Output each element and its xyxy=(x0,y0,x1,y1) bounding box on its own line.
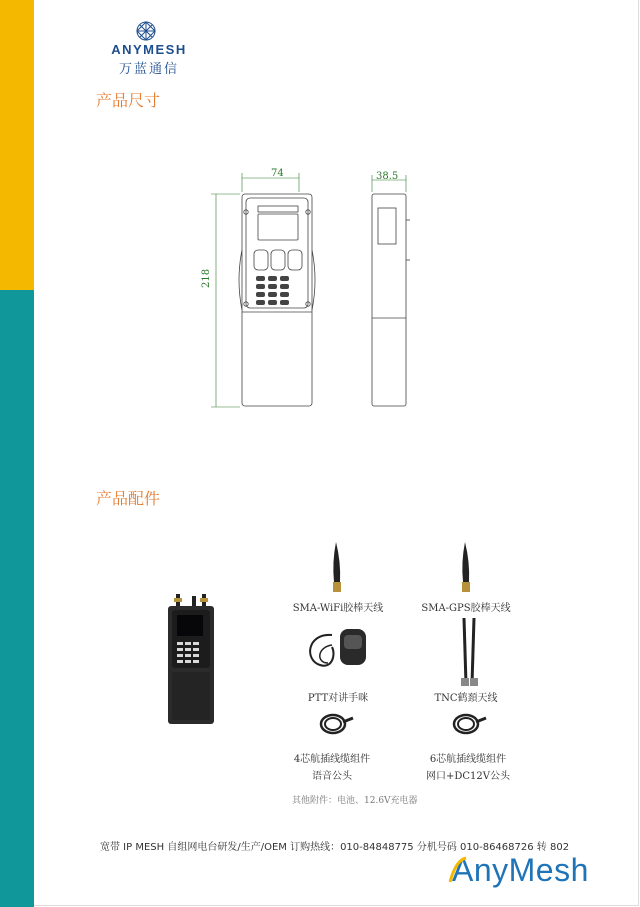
accessory-label-4pin-cable: 4芯航插线缆组件 xyxy=(293,754,371,765)
whip-antenna-icon xyxy=(458,616,482,688)
depth-dimension-label: 38.5 xyxy=(376,171,399,182)
radio-device-image xyxy=(164,594,218,726)
dimension-drawing xyxy=(200,160,430,410)
section-title-accessories: 产品配件 xyxy=(96,489,161,508)
width-dimension-label: 74 xyxy=(271,168,284,179)
company-logo xyxy=(104,20,194,76)
logo-chinese-text: 万蓝通信 xyxy=(118,62,179,77)
accessory-label-gps-antenna: SMA-GPS胶棒天线 xyxy=(421,603,511,614)
accessory-label-4pin-cable-sub: 语音公头 xyxy=(312,771,352,782)
left-accent-bar-yellow xyxy=(0,0,34,290)
footer-contact-text: 宽带 IP MESH 自组网电台研发/生产/OEM 订购热线：010-84848775 分机号码 010-86468726 转 802 xyxy=(100,842,570,853)
footer-logo xyxy=(452,852,589,889)
section-title-dimensions: 产品尺寸 xyxy=(96,91,161,110)
cable-coil-icon xyxy=(448,710,488,736)
accessory-label-wifi-antenna: SMA-WiFi胶棒天线 xyxy=(292,603,384,614)
height-dimension-label: 218 xyxy=(201,268,212,288)
rubber-antenna-icon xyxy=(456,542,476,594)
left-accent-bar-teal xyxy=(0,290,34,907)
accessory-label-6pin-cable-sub: 网口+DC12V公头 xyxy=(426,771,510,782)
swoosh-icon xyxy=(446,856,468,886)
handheld-microphone-icon xyxy=(302,625,374,675)
rubber-antenna-icon xyxy=(327,542,347,594)
accessory-label-tnc-antenna: TNC鹤頚天线 xyxy=(434,693,498,704)
accessory-label-ptt-mic: PTT对讲手咪 xyxy=(307,693,369,704)
footer-logo-text: AnyMesh xyxy=(452,852,589,888)
cable-coil-icon xyxy=(315,710,355,736)
other-accessories-note: 其他附件：电池、12.6V充电器 xyxy=(292,796,418,806)
network-globe-icon xyxy=(134,20,158,42)
accessory-label-6pin-cable: 6芯航插线缆组件 xyxy=(429,754,507,765)
logo-brand-text: ANYMESH xyxy=(111,42,187,57)
